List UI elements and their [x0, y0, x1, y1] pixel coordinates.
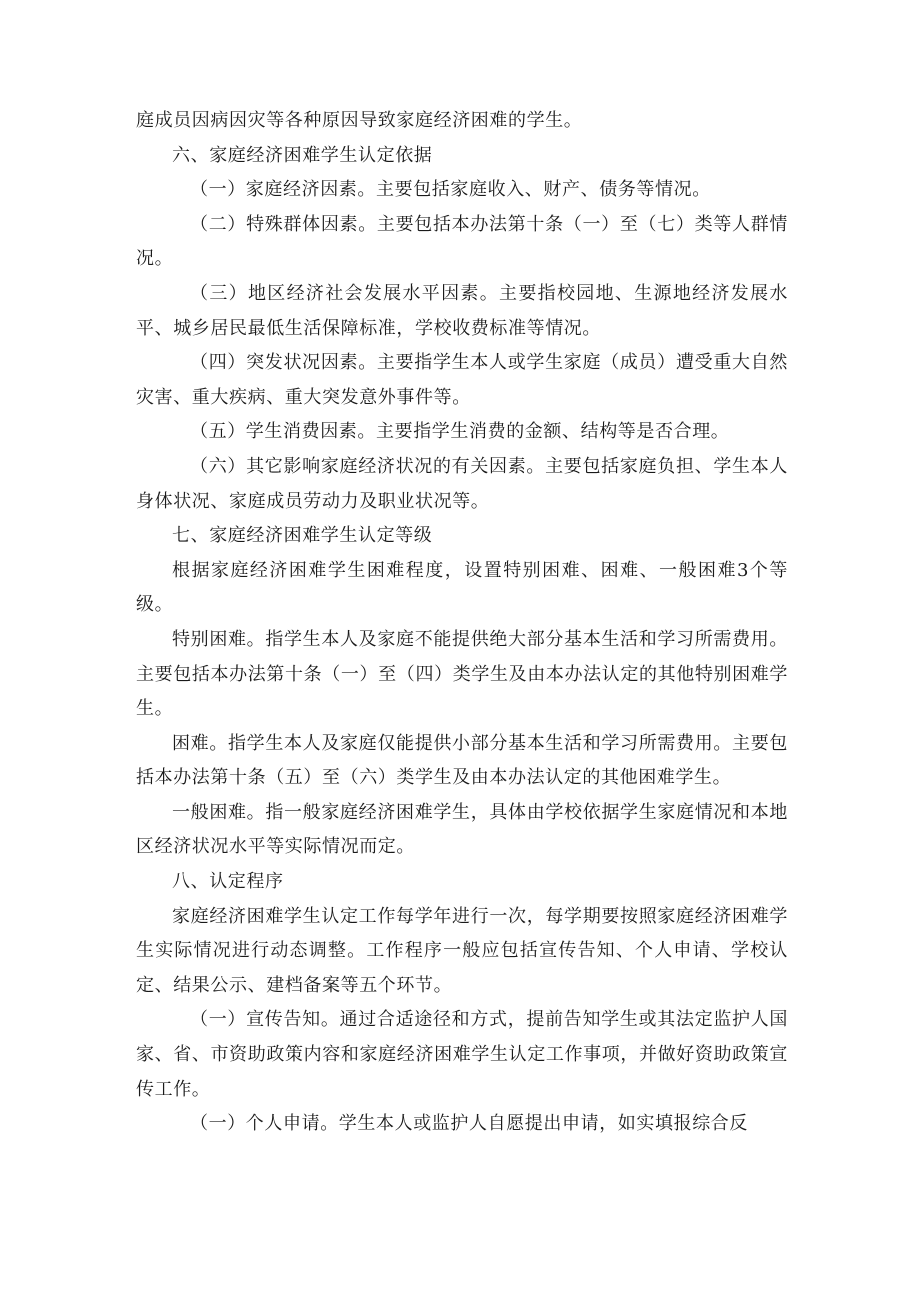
paragraph-level-difficult: 困难。指学生本人及家庭仅能提供小部分基本生活和学习所需费用。主要包括本办法第十条（五）至（六）类学生及由本办法认定的其他困难学生。: [136, 732, 788, 789]
sub-item-6-3: （三）地区经济社会发展水平因素。主要指校园地、生源地经济发展水平、城乡居民最低生活保障标准，学校收费标准等情况。: [136, 282, 788, 339]
sub-item-6-4: （四）突发状况因素。主要指学生本人或学生家庭（成员）遭受重大自然灾害、重大疾病、重大突发意外事件等。: [136, 352, 788, 408]
section-heading-8: 八、认定程序: [172, 871, 284, 893]
document-body: [136, 104, 788, 1142]
sub-item-6-5: （五）学生消费因素。主要指学生消费的金额、结构等是否合理。: [190, 421, 730, 443]
paragraph-level-general: 一般困难。指一般家庭经济困难学生，具体由学校依据学生家庭情况和本地区经济状况水平等实际情况而定。: [136, 801, 788, 858]
paragraph-level-special: 特别困难。指学生本人及家庭不能提供绝大部分基本生活和学习所需费用。主要包括本办法第十条（一）至（四）类学生及由本办法认定的其他特别困难学生。: [136, 628, 788, 720]
paragraph-continuation: 庭成员因病因灾等各种原因导致家庭经济困难的学生。: [136, 110, 583, 131]
sub-item-6-1: （一）家庭经济因素。主要包括家庭收入、财产、债务等情况。: [190, 179, 711, 201]
paragraph-procedure-intro: 家庭经济困难学生认定工作每学年进行一次，每学期要按照家庭经济困难学生实际情况进行动态调整。工作程序一般应包括宣传告知、个人申请、学校认定、结果公示、建档备案等五个环节。: [136, 905, 788, 996]
sub-item-6-6: （六）其它影响家庭经济状况的有关因素。主要包括家庭负担、学生本人身体状况、家庭成员劳动力及职业状况等。: [136, 455, 788, 512]
section-heading-7: 七、家庭经济困难学生认定等级: [172, 525, 433, 547]
sub-item-8-2: （一）个人申请。学生本人或监护人自愿提出申请，如实填报综合反: [190, 1113, 748, 1135]
sub-item-6-2: （二）特殊群体因素。主要包括本办法第十条（一）至（七）类等人群情况。: [136, 213, 788, 270]
section-heading-6: 六、家庭经济困难学生认定依据: [172, 144, 433, 166]
sub-item-8-1: （一）宣传告知。通过合适途径和方式，提前告知学生或其法定监护人国家、省、市资助政策内容和家庭经济困难学生认定工作事项，并做好资助政策宣传工作。: [136, 1009, 788, 1100]
paragraph-levels-intro: 根据家庭经济困难学生困难程度，设置特别困难、困难、一般困难3个等级。: [136, 559, 788, 616]
